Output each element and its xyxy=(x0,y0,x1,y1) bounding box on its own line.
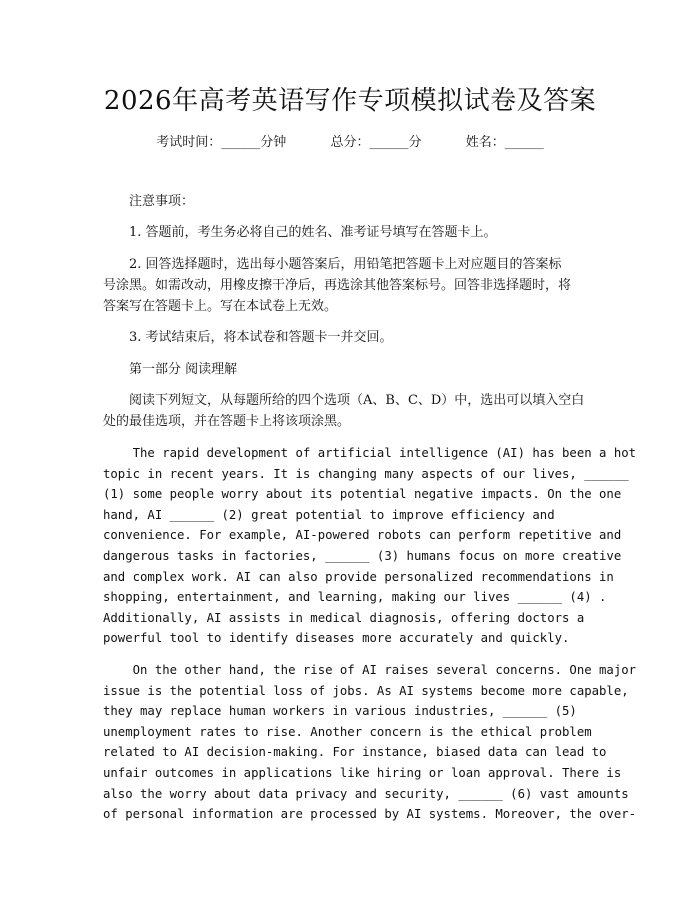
passage-line: unfair outcomes in applications like hiring or loan approval. There is xyxy=(103,765,622,780)
passage-line: (1) some people worry about its potential negative impacts. On the one xyxy=(103,487,622,502)
score-field: 总分：______分 xyxy=(330,135,422,150)
section-instruction-line-1: 阅读下列短文，从每题所给的四个选项（A、B、C、D）中，选出可以填入空白 xyxy=(129,393,585,408)
notice-item-3: 3. 考试结束后，将本试卷和答题卡一并交回。 xyxy=(129,330,393,345)
notice-item-2-line-1: 2. 回答选择题时，选出每小题答案后，用铅笔把答题卡上对应题目的答案标 xyxy=(129,257,562,272)
passage-line: powerful tool to identify diseases more accurately and quickly. xyxy=(103,631,570,646)
passage-line: On the other hand, the rise of AI raises several concerns. One major xyxy=(103,663,637,677)
passage-line: they may replace human workers in various industries, ______ (5) xyxy=(103,704,577,719)
passage-line: convenience. For example, AI-powered robots can perform repetitive and xyxy=(103,528,622,543)
exam-meta xyxy=(0,131,700,150)
passage-line: dangerous tasks in factories, ______ (3) humans focus on more creative xyxy=(103,548,622,563)
passage-line: also the worry about data privacy and security, ______ (6) vast amounts xyxy=(103,786,629,801)
passage-line: hand, AI ______ (2) great potential to improve efficiency and xyxy=(103,507,555,522)
section-heading: 第一部分 阅读理解 xyxy=(129,362,238,377)
section-instruction-line-2: 处的最佳选项，并在答题卡上将该项涂黑。 xyxy=(103,414,351,429)
notice-heading: 注意事项： xyxy=(129,194,195,209)
passage-line: unemployment rates to rise. Another concern is the ethical problem xyxy=(103,724,592,739)
passage-paragraph-1 xyxy=(103,443,637,649)
passage-line: shopping, entertainment, and learning, making our lives ______ (4) . xyxy=(103,590,607,605)
passage-line: and complex work. AI can also provide personalized recommendations in xyxy=(103,569,614,584)
time-field: 考试时间：______分钟 xyxy=(156,135,287,150)
notice-item-2-line-3: 答案写在答题卡上。写在本试卷上无效。 xyxy=(103,299,338,314)
exam-title: 2026年高考英语写作专项模拟试卷及答案 xyxy=(103,86,597,116)
passage-line: of personal information are processed by AI systems. Moreover, the over- xyxy=(103,807,637,822)
passage-line: topic in recent years. It is changing many aspects of our lives, ______ xyxy=(103,466,629,481)
name-field: 姓名：______ xyxy=(465,135,544,150)
notice-item-2-line-2: 号涂黑。如需改动，用橡皮擦干净后，再选涂其他答案标号。回答非选择题时，将 xyxy=(103,278,572,293)
passage-line: Additionally, AI assists in medical diagnosis, offering doctors a xyxy=(103,610,585,625)
passage-paragraph-2 xyxy=(103,660,637,825)
passage-line: The rapid development of artificial intelligence (AI) has been a hot xyxy=(103,446,637,460)
notice-item-1: 1. 答题前，考生务必将自己的姓名、准考证号填写在答题卡上。 xyxy=(129,225,497,240)
passage-line: related to AI decision-making. For instance, biased data can lead to xyxy=(103,745,607,760)
passage-line: issue is the potential loss of jobs. As AI systems become more capable, xyxy=(103,683,629,698)
